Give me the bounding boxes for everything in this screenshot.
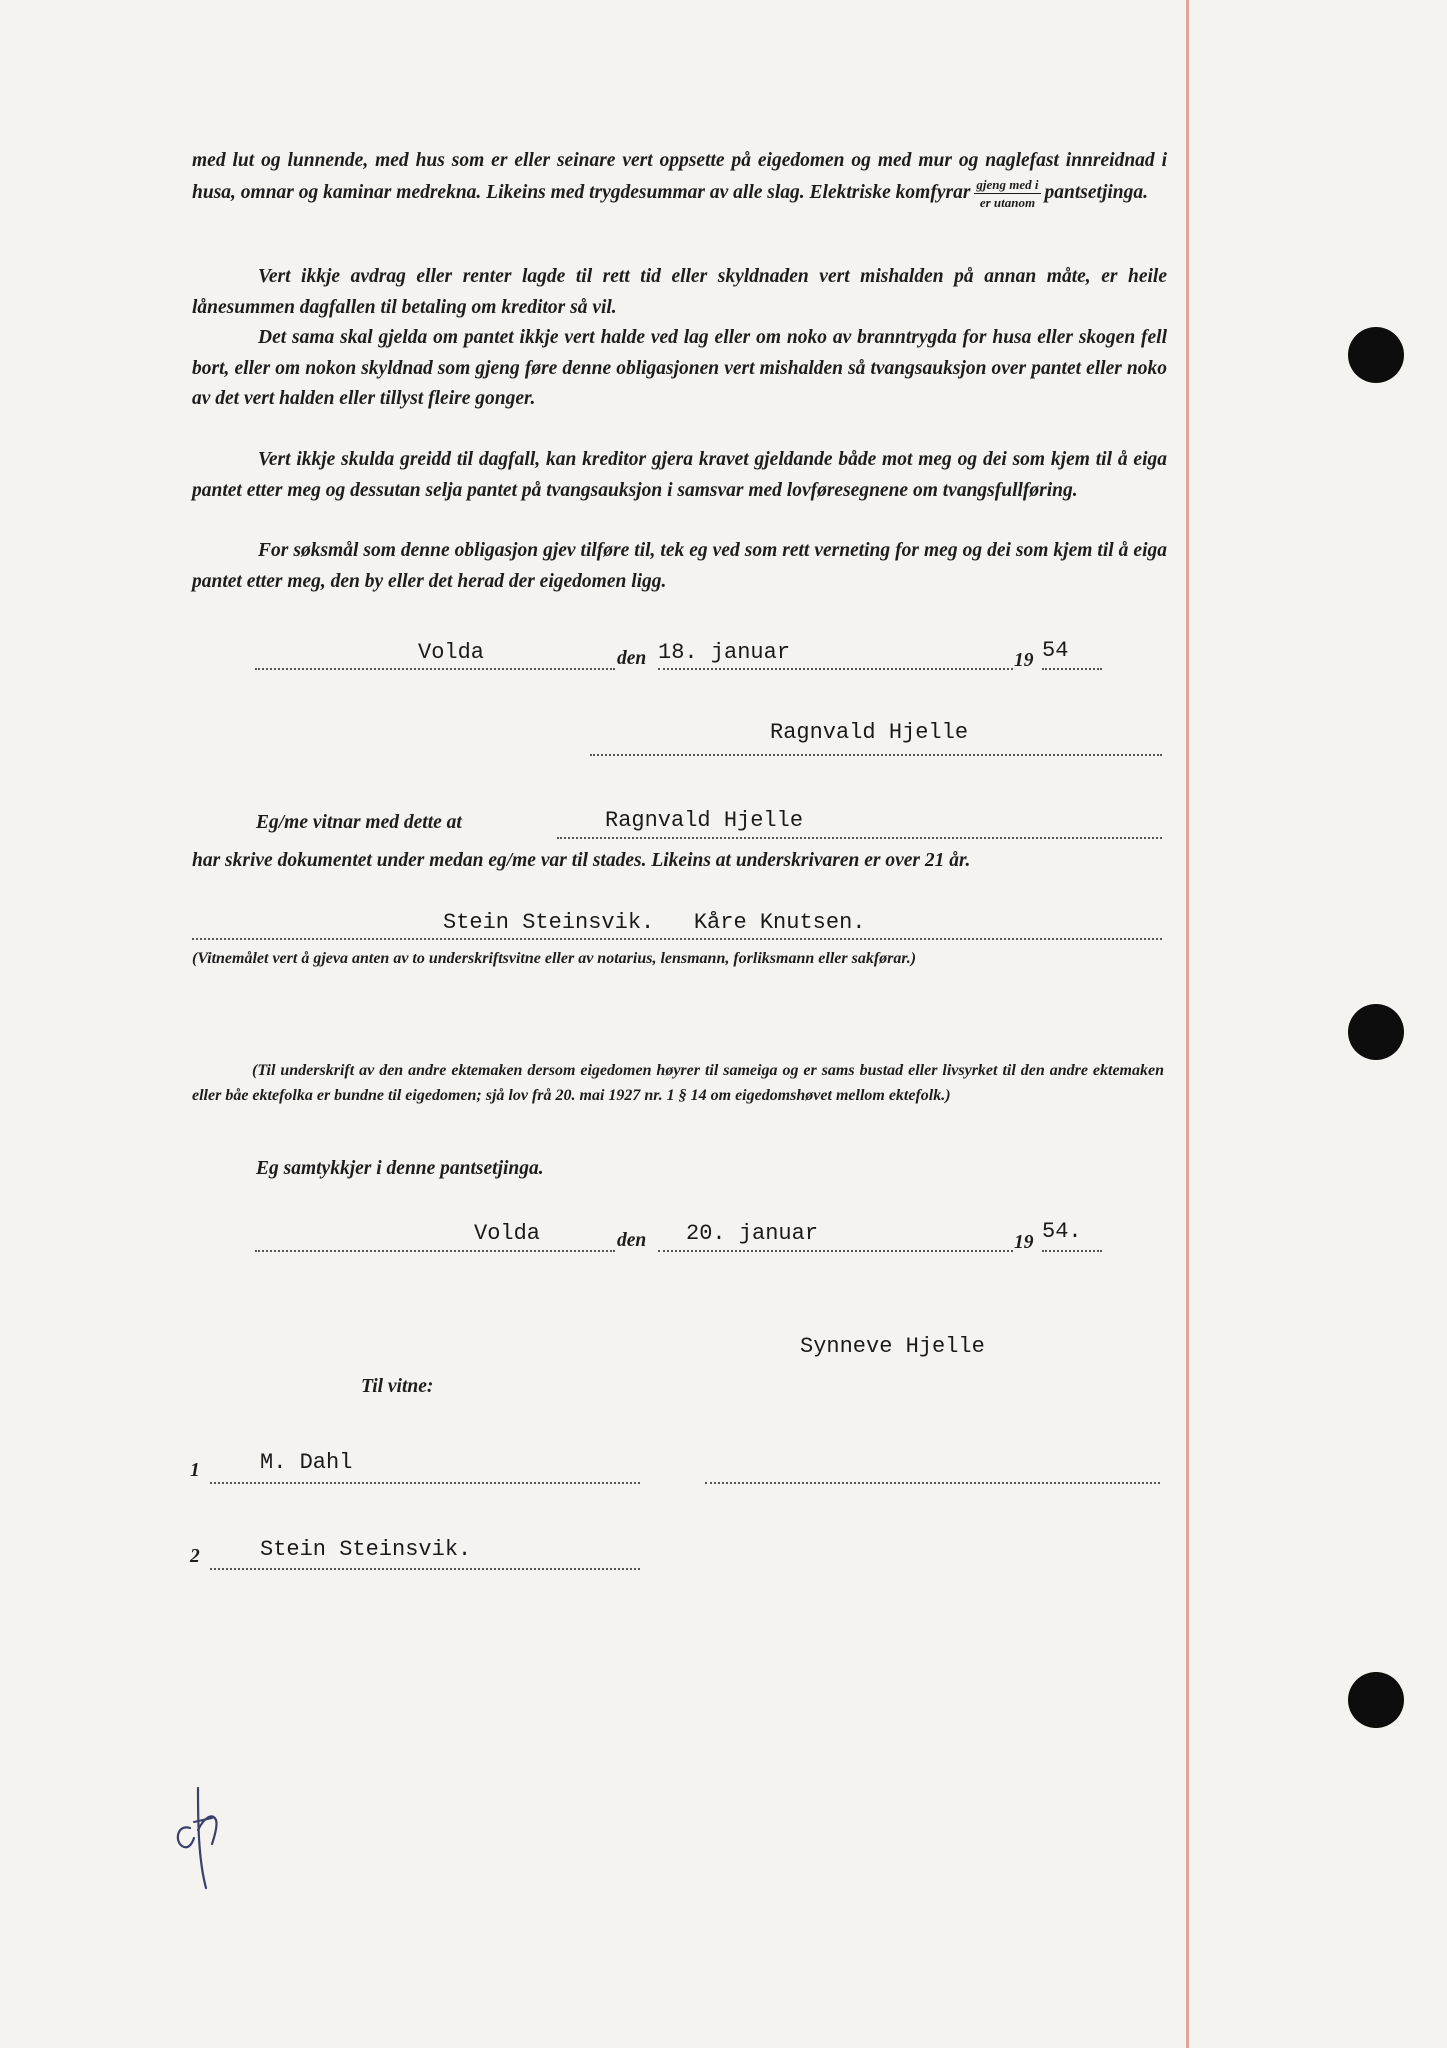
place-line-1 bbox=[255, 668, 615, 670]
consent-text: Eg samtykkjer i denne pantsetjinga. bbox=[256, 1158, 544, 1179]
spouse-note: (Til underskrift av den andre ektemaken dersom eigedomen høyrer til sameiga og er sams bustad eller livsyrket til den andre ektemaken eller båe ektefolka er bundne til eigedomen; sjå lov frå 20. mai 1927 nr. 1 § 14 om eigedomshøvet mellom ektefolk.) bbox=[192, 1062, 1164, 1104]
witness-number-2: 2 bbox=[190, 1546, 200, 1567]
paragraph-text: pantsetjinga. bbox=[1044, 181, 1149, 203]
date-2: 20. januar bbox=[686, 1221, 819, 1246]
paragraph-default: Vert ikkje avdrag eller renter lagde til rett tid eller skyldnaden vert mishalden på annan måte, er heile lånesummen dagfallen til betaling om kreditor så vil. bbox=[192, 266, 1167, 318]
year-line-1 bbox=[1042, 668, 1102, 670]
date-1: 18. januar bbox=[658, 640, 791, 665]
year-line-2 bbox=[1042, 1250, 1102, 1252]
witness-subject-line bbox=[557, 837, 1162, 839]
paragraph-property-scope bbox=[192, 146, 1167, 210]
punch-hole-middle bbox=[1348, 1004, 1404, 1060]
den-label-1: den bbox=[617, 648, 647, 669]
place-1: Volda bbox=[418, 640, 485, 665]
margin-rule bbox=[1186, 0, 1189, 2048]
punch-hole-top bbox=[1348, 327, 1404, 383]
witness-2: Stein Steinsvik. bbox=[260, 1537, 472, 1562]
witness-number-1: 1 bbox=[190, 1460, 200, 1481]
witnesses-names: Stein Steinsvik. Kåre Knutsen. bbox=[443, 910, 866, 935]
witness-1: M. Dahl bbox=[260, 1450, 353, 1475]
witness-subject: Ragnvald Hjelle bbox=[605, 808, 804, 833]
paragraph-enforcement: Vert ikkje skulda greidd til dagfall, kan kreditor gjera kravet gjeldande både mot meg og dei som kjem til å eiga pantet etter meg og dessutan selja pantet på tvangsauksjon i samsvar med lovføresegnene om tvangsfullføring. bbox=[192, 449, 1167, 501]
place-2: Volda bbox=[474, 1221, 541, 1246]
paragraph-text: med lut og lunnende, med hus som er eller seinare vert oppsette på eigedomen og med mur og naglefast innreidnad i husa, omnar og kaminar medrekna. Likeins med trygdesummar av alle slag. Elektriske komfyrar bbox=[192, 150, 1167, 203]
paragraph-insurance: Det sama skal gjelda om pantet ikkje vert halde ved lag eller om noko av branntrygda for husa eller skogen fell bort, eller om nokon skyldnad som gjeng føre denne obligasjonen vert mishalden så tvangsauksjon over pantet eller noko av det vert halden eller tillyst fleire gonger. bbox=[192, 327, 1167, 409]
paragraph-venue: For søksmål som denne obligasjon gjev tilføre til, tek eg ved som rett verneting for meg og dei som kjem til å eiga pantet etter meg, den by eller det herad der eigedomen ligg. bbox=[192, 540, 1167, 592]
signature-line-1 bbox=[590, 754, 1162, 756]
date-line-1 bbox=[658, 668, 1013, 670]
signer-2: Synneve Hjelle bbox=[800, 1334, 985, 1359]
punch-hole-bottom bbox=[1348, 1672, 1404, 1728]
year-prefix-1: 19 bbox=[1014, 650, 1034, 671]
til-vitne-label: Til vitne: bbox=[361, 1376, 434, 1397]
handwritten-mark bbox=[168, 1748, 238, 1898]
fraction-bottom: er utanom bbox=[979, 194, 1036, 210]
witness-line-2 bbox=[210, 1568, 640, 1570]
witness-label: Eg/me vitnar med dette at bbox=[256, 812, 462, 833]
fraction-top: gjeng med i bbox=[976, 176, 1039, 192]
year-1: 54 bbox=[1042, 638, 1069, 663]
witnesses-line bbox=[192, 938, 1162, 940]
witness-line-1 bbox=[210, 1482, 640, 1484]
fraction-choice bbox=[974, 177, 1040, 210]
year-prefix-2: 19 bbox=[1014, 1232, 1034, 1253]
witness-statement: har skrive dokumentet under medan eg/me var til stades. Likeins at underskrivaren er over 21 år. bbox=[192, 850, 971, 871]
date-line-2 bbox=[658, 1250, 1013, 1252]
place-line-2 bbox=[255, 1250, 615, 1252]
witness-note: (Vitnemålet vert å gjeva anten av to underskriftsvitne eller av notarius, lensmann, forliksmann eller sakførar.) bbox=[192, 950, 917, 967]
year-2: 54. bbox=[1042, 1219, 1082, 1244]
witness-line-1b bbox=[705, 1482, 1160, 1484]
signer-1: Ragnvald Hjelle bbox=[770, 720, 969, 745]
den-label-2: den bbox=[617, 1230, 647, 1251]
